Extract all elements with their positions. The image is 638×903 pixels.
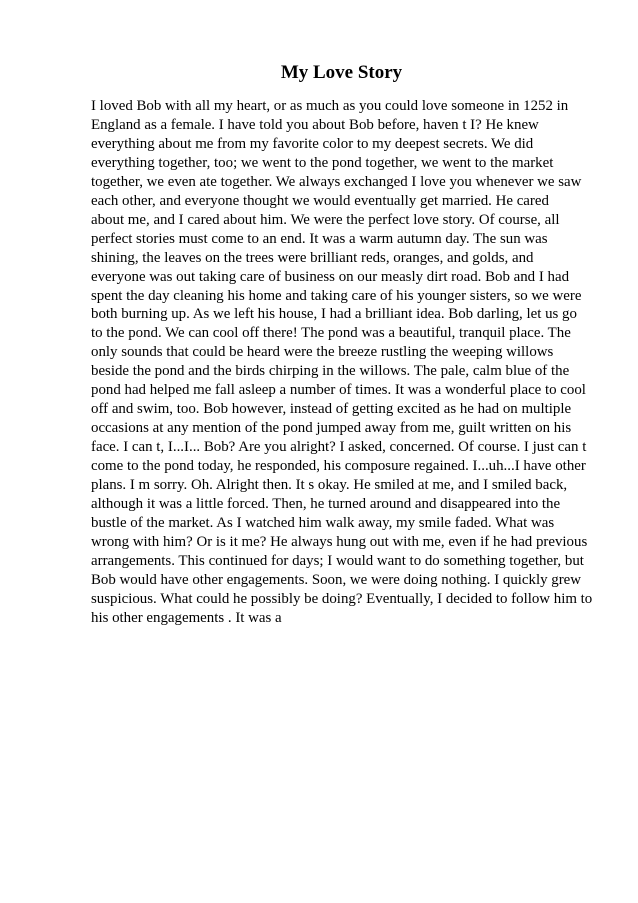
text-line: England as a female. I have told you about Bob before, haven t I? He knew bbox=[91, 116, 539, 133]
text-line: perfect stories must come to an end. It was a warm autumn day. The sun was bbox=[91, 230, 548, 247]
text-line: shining, the leaves on the trees were brilliant reds, oranges, and golds, and bbox=[91, 249, 534, 266]
text-line: everything together, too; we went to the pond together, we went to the market bbox=[91, 154, 554, 171]
text-line: everything about me from my favorite color to my deepest secrets. We did bbox=[91, 135, 534, 152]
text-line: together, we even ate together. We always exchanged I love you whenever we saw bbox=[91, 173, 582, 190]
text-line: arrangements. This continued for days; I would want to do something together, but bbox=[91, 552, 584, 569]
text-line: bustle of the market. As I watched him walk away, my smile faded. What was bbox=[91, 514, 555, 531]
text-line: although it was a little forced. Then, he turned around and disappeared into the bbox=[91, 496, 561, 513]
text-line: I loved Bob with all my heart, or as much as you could love someone in 1252 in bbox=[91, 98, 569, 114]
text-line: to the pond. We can cool off there! The pond was a beautiful, tranquil place. The bbox=[91, 325, 571, 342]
text-line: wrong with him? Or is it me? He always hung out with me, even if he had previous bbox=[91, 533, 588, 550]
text-line: off and swim, too. Bob however, instead of getting excited as he had on multiple bbox=[91, 401, 572, 418]
text-line: both burning up. As we left his house, I had a brilliant idea. Bob darling, let us go bbox=[91, 306, 577, 323]
text-line: only sounds that could be heard were the breeze rustling the weeping willows bbox=[91, 344, 554, 361]
text-line: suspicious. What could he possibly be doing? Eventually, I decided to follow him to bbox=[91, 590, 593, 607]
text-line: Bob would have other engagements. Soon, we were doing nothing. I quickly grew bbox=[91, 571, 582, 588]
text-line: beside the pond and the birds chirping in the willows. The pale, calm blue of the bbox=[91, 363, 570, 380]
document-title: My Love Story bbox=[280, 62, 403, 83]
text-line: everyone was out taking care of business on our measly dirt road. Bob and I had bbox=[91, 268, 570, 285]
text-line: face. I can t, I...I... Bob? Are you alright? I asked, concerned. Of course. I just can t bbox=[91, 439, 587, 456]
text-line: about me, and I cared about him. We were the perfect love story. Of course, all bbox=[91, 211, 560, 228]
text-line: his other engagements . It was a bbox=[91, 609, 282, 626]
text-line: occasions at any mention of the pond jumped away from me, guilt written on his bbox=[91, 420, 572, 437]
text-line: spent the day cleaning his home and taking care of his younger sisters, so we were bbox=[91, 287, 582, 304]
text-line: each other, and everyone thought we would eventually get married. He cared bbox=[91, 192, 549, 209]
document-body bbox=[91, 97, 631, 628]
text-line: plans. I m sorry. Oh. Alright then. It s okay. He smiled at me, and I smiled back, bbox=[91, 477, 568, 494]
text-line: come to the pond today, he responded, his composure regained. I...uh...I have other bbox=[91, 458, 586, 475]
text-line: pond had helped me fall asleep a number of times. It was a wonderful place to cool bbox=[91, 382, 586, 399]
